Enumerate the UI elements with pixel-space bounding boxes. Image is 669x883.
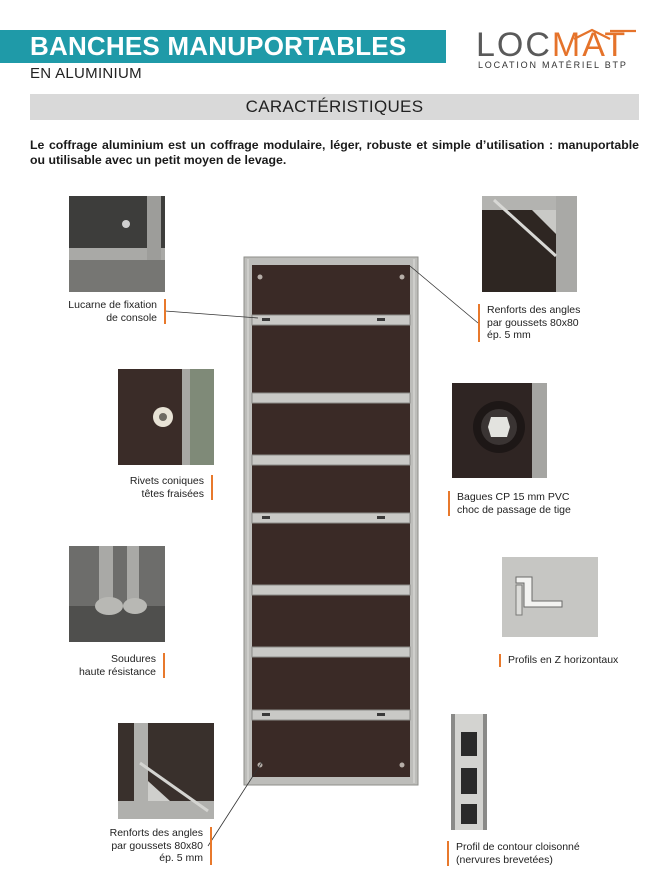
caption-renforts-angles-bottom: Renforts des angles par goussets 80x80 ép. 5 mm (110, 827, 212, 865)
caption-renforts-angles-top: Renforts des angles par goussets 80x80 ép. 5 mm (478, 304, 580, 342)
logo-tagline: LOCATION MATÉRIEL BTP (478, 60, 628, 70)
photo-profils-z (502, 557, 598, 637)
photo-rivets (118, 369, 214, 465)
page-title: BANCHES MANUPORTABLES (30, 31, 407, 61)
section-title: CARACTÉRISTIQUES (245, 97, 424, 116)
caption-rivets: Rivets coniques têtes fraisées (130, 475, 213, 500)
photo-renforts-angles-bottom (118, 723, 214, 819)
photo-profil-contour (451, 714, 487, 830)
logo-wordmark: LOCMAT (476, 26, 628, 64)
photo-bagues (452, 383, 547, 478)
caption-profils-z: Profils en Z horizontaux (499, 654, 618, 667)
page-subtitle: EN ALUMINIUM (30, 65, 142, 82)
caption-bagues: Bagues CP 15 mm PVC choc de passage de tige (448, 491, 571, 516)
photo-lucarne (69, 196, 165, 292)
photo-soudures (69, 546, 165, 642)
photo-renforts-angles-top (482, 196, 577, 292)
caption-soudures: Soudures haute résistance (79, 653, 165, 678)
intro-paragraph: Le coffrage aluminium est un coffrage modulaire, léger, robuste et simple d’utilisation : manuportable ou utilisable avec un petit moyen de levage. (30, 138, 639, 167)
caption-profil-contour: Profil de contour cloisonné (nervures brevetées) (447, 841, 580, 866)
caption-lucarne: Lucarne de fixation de console (68, 299, 166, 324)
